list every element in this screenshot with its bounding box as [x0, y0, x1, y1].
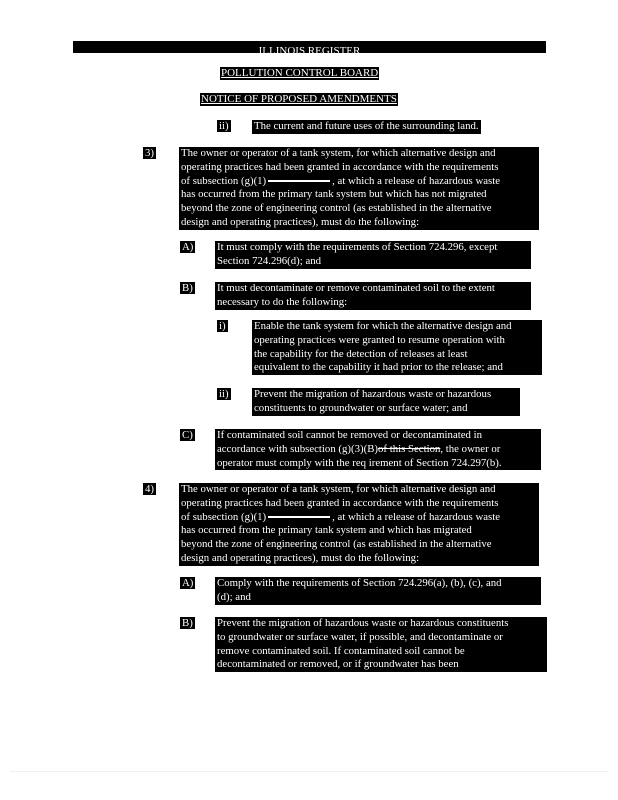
item-4b-text: Prevent the migration of hazardous waste or hazardous constituents to groundwater or surface water, if possible, and decontaminate or remove contaminated soil. If contaminated soil cannot be decontaminated or removed, or if groundwater has been: [215, 617, 547, 672]
item-3-label: 3): [145, 147, 154, 159]
item-3b-i-label: i): [219, 320, 226, 332]
item-3b-i-text: Enable the tank system for which the alternative design and operating practices were granted to resume operation with the capability for the detection of releases at least equivalent to the capability it had prior to the release; and: [252, 320, 542, 375]
item-3b-ii-label: ii): [219, 388, 229, 400]
redaction-mark: [268, 180, 330, 182]
notice-title: NOTICE OF PROPOSED AMENDMENTS: [201, 93, 397, 105]
item-4-label: 4): [145, 483, 154, 495]
item-3-paragraph: The owner or operator of a tank system, for which alternative design and operating practices had been granted in accordance with the requirements of subsection (g)(1) , at which a release of hazardous waste has occurred from the primary tank system but which has not migrated beyond the zone of engineering control (as established in the alternative design and operating practices), must do the following:: [179, 147, 539, 230]
register-title: ILLINOIS REGISTER: [258, 45, 361, 57]
item-3a-label: A): [182, 241, 194, 253]
item-3c-text: If contaminated soil cannot be removed or decontaminated in accordance with subsection (g)(3)(B)of this Section, the owner or operator must comply with the req irement of Section 724.297(b).: [215, 429, 541, 470]
item-3b-ii-text: Prevent the migration of hazardous waste or hazardous constituents to groundwater or surface water; and: [252, 388, 520, 416]
board-title: POLLUTION CONTROL BOARD: [221, 67, 379, 79]
register-header-bar: [73, 41, 546, 57]
item-4b-label: B): [182, 617, 193, 629]
item-ii-top-text: The current and future uses of the surrounding land.: [254, 120, 479, 132]
struck-text: of this Section: [378, 442, 441, 455]
redaction-mark: [268, 516, 330, 518]
item-3c-label: C): [182, 429, 193, 441]
item-3b-label: B): [182, 282, 193, 294]
page-bottom-divider: [10, 771, 608, 772]
item-4a-text: Comply with the requirements of Section 724.296(a), (b), (c), and (d); and: [215, 577, 541, 605]
item-4a-label: A): [182, 577, 194, 589]
item-3b-text: It must decontaminate or remove contaminated soil to the extent necessary to do the following:: [215, 282, 531, 310]
item-4-paragraph: The owner or operator of a tank system, for which alternative design and operating practices had been granted in accordance with the requirements of subsection (g)(1) , at which a release of hazardous waste has occurred from the primary tank system and which has migrated beyond the zone of engineering control (as established in the alternative design and operating practices), must do the following:: [179, 483, 539, 566]
item-3a-text: It must comply with the requirements of Section 724.296, except Section 724.296(d); and: [215, 241, 531, 269]
item-ii-top-label: ii): [219, 120, 229, 132]
